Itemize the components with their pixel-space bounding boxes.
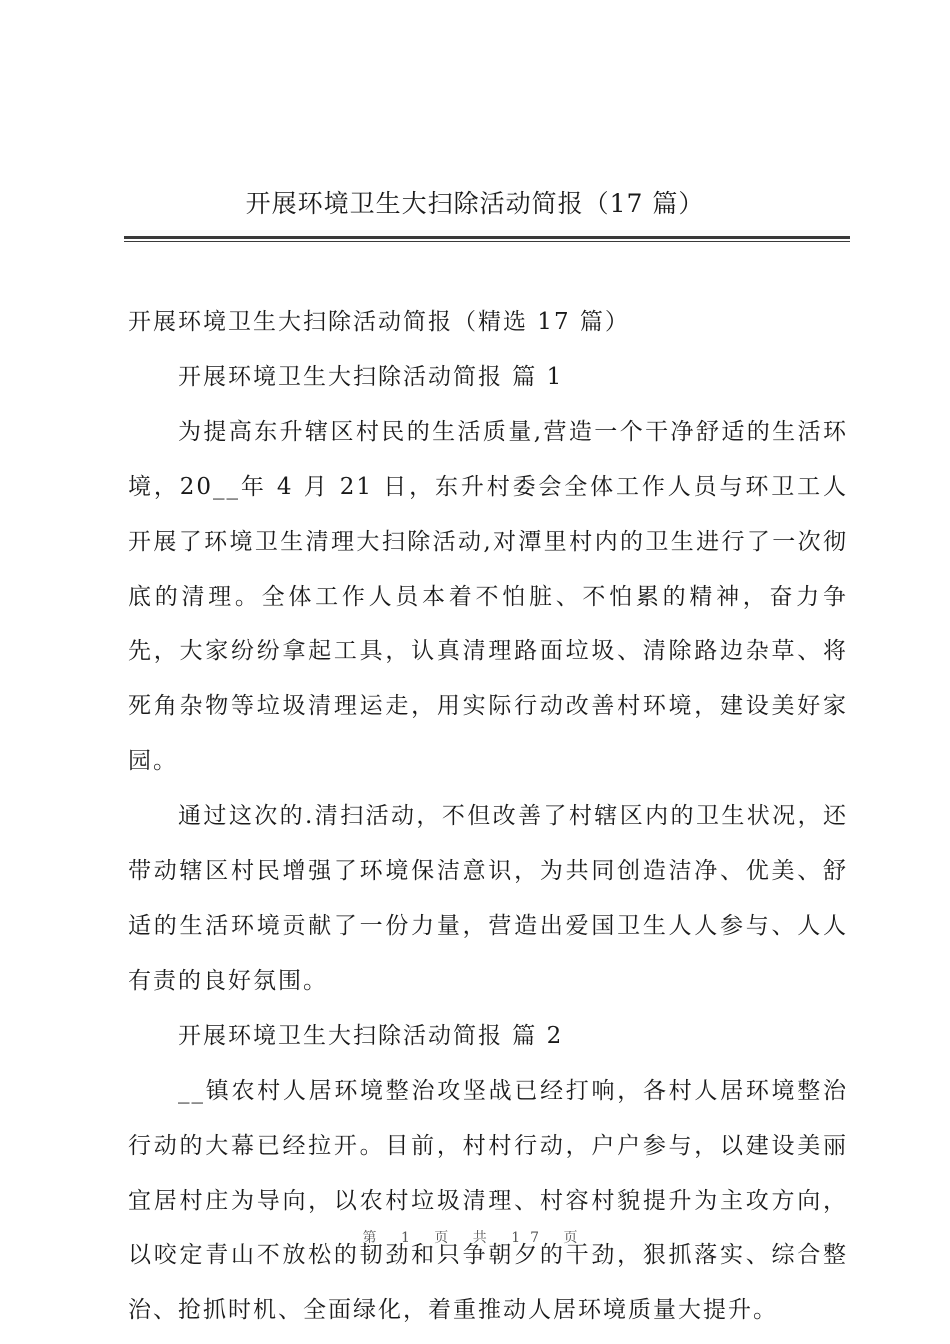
document-subtitle: 开展环境卫生大扫除活动简报（精选 17 篇） <box>128 309 630 335</box>
page-number-footer: 第 1 页 共 17 页 <box>362 1230 588 1246</box>
document-body <box>128 295 848 1338</box>
title-divider-thick <box>124 236 850 239</box>
title-divider-thin <box>124 241 850 242</box>
section-heading-1: 开展环境卫生大扫除活动简报 篇 1 <box>178 363 564 390</box>
body-paragraph: 通过这次的.清扫活动，不但改善了村辖区内的卫生状况，还带动辖区村民增强了环境保洁意识，为共同创造洁净、优美、舒适的生活环境贡献了一份力量，营造出爱国卫生人人参与、人人有责的良好氛围。 <box>128 803 848 994</box>
section-heading-2: 开展环境卫生大扫除活动简报 篇 2 <box>178 1022 564 1049</box>
document-title: 开展环境卫生大扫除活动简报（17 篇） <box>245 189 705 218</box>
body-paragraph: __镇农村人居环境整治攻坚战已经打响，各村人居环境整治行动的大幕已经拉开。目前，村村行动，户户参与，以建设美丽宜居村庄为导向，以农村垃圾清理、村容村貌提升为主攻方向，以咬定青山不放松的韧劲和只争朝夕的干劲，狠抓落实、综合整治、抢抓时机、全面绿化，着重推动人居环境质量大提升。 <box>128 1077 848 1324</box>
body-paragraph: 为提高东升辖区村民的生活质量,营造一个干净舒适的生活环境，20__年 4 月 21 日，东升村委会全体工作人员与环卫工人开展了环境卫生清理大扫除活动,对潭里村内的卫生进行了一次彻底的清理。全体工作人员本着不怕脏、不怕累的精神，奋力争先，大家纷纷拿起工具，认真清理路面垃圾、清除路边杂草、将死角杂物等垃圾清理运走，用实际行动改善村环境，建设美好家园。 <box>128 418 848 775</box>
